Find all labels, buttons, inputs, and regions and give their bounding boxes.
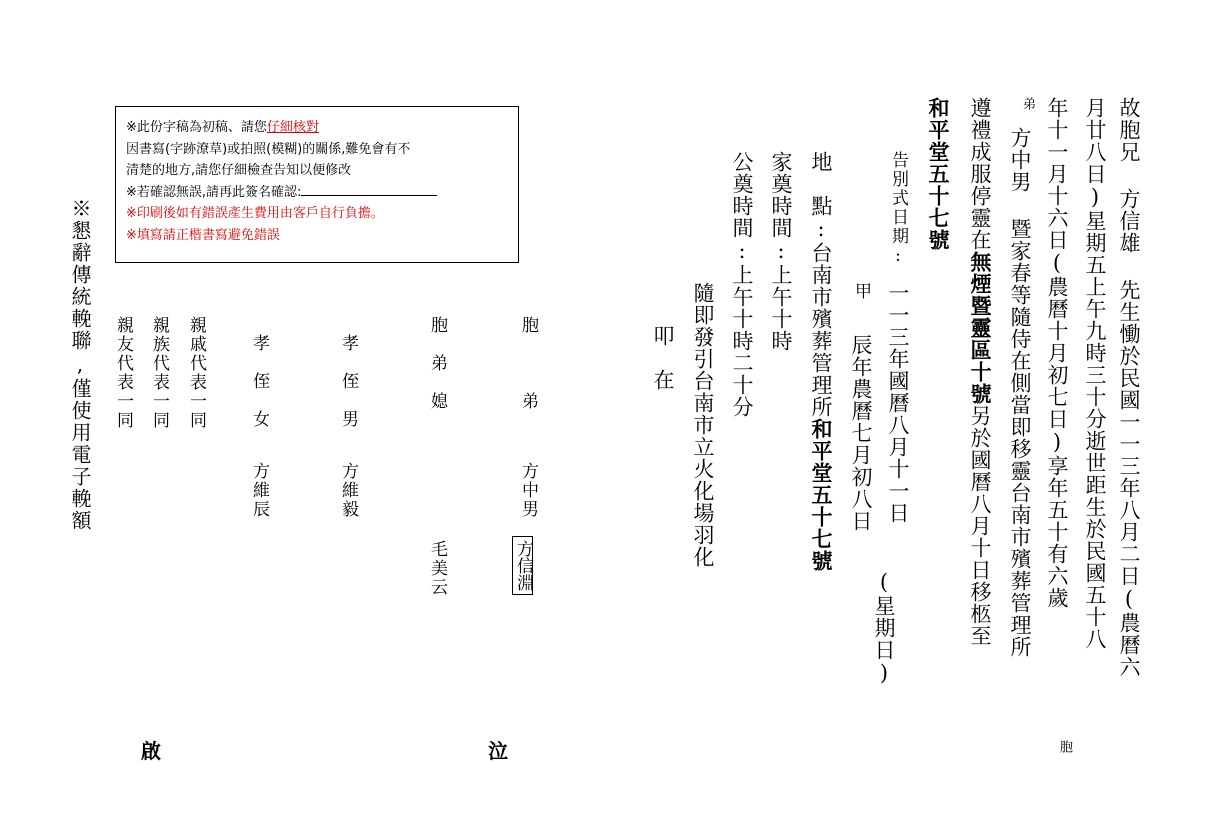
representative-line: 親戚代表一同 (186, 316, 206, 430)
family-rite-label: 家奠時間: (769, 151, 793, 264)
announcement-col-6 (928, 97, 949, 251)
announcement-small-mark (1021, 97, 1034, 111)
family-relation: 胞 弟 (518, 316, 538, 411)
announcement-col-1 (1118, 97, 1139, 678)
place-row (810, 151, 832, 572)
signature-line[interactable] (301, 183, 437, 196)
announcement-text: 無煙暨靈區十號 (968, 251, 993, 405)
announcement-text: 故胞兄 方信雄 先生慟於民國一一三年八月二日 (1117, 97, 1141, 587)
deceased-name-box: 方信淵 (512, 536, 533, 595)
family-rite-time: 上午十時 (769, 264, 793, 352)
place-label: 地 點: (809, 151, 833, 242)
lunar-date: 辰年農曆七月初八日 (849, 334, 873, 532)
notice-emphasis: 仔細核對 (266, 120, 319, 135)
announcement-text: 遵禮成服停靈在 (968, 97, 992, 251)
notice-line: ※此份字稿為初稿、請您仔細核對 (126, 120, 319, 135)
announcement-col-3 (1046, 97, 1067, 609)
family-name: 方維辰 (249, 462, 269, 519)
announcement-text: 方中男 暨家春等隨侍在側當即移靈台南市殯葬管理所 (1008, 127, 1032, 658)
elegy-notice: ※懇辭傳統輓聯,僅使用電子輓額 (68, 198, 92, 532)
lunar-prefix: 甲 (851, 282, 871, 301)
representative-line: 親友代表一同 (113, 316, 133, 430)
funeral-weekday: (星期日) (872, 570, 896, 686)
footer-announce: 啟 (141, 739, 161, 763)
family-entry-sister-in-law (428, 316, 445, 411)
announcement-text: 年十一月十六日(農曆十月初七日)享年五十有六歲 (1045, 97, 1069, 609)
notice-line: 因書寫(字跡潦草)或拍照(模糊)的關係,難免會有不 (126, 141, 411, 157)
family-rite-row (770, 151, 791, 352)
family-entry-brother (519, 316, 536, 411)
notice-line-warning: ※填寫請正楷書寫避免錯誤 (126, 227, 280, 243)
public-rite-row (731, 151, 752, 418)
announcement-text: 和平堂五十七號 (926, 97, 951, 251)
place-value: 台南市殯葬管理所 (809, 242, 833, 418)
representative-line: 親族代表一同 (149, 316, 169, 430)
public-rite-time: 上午十時二十分 (730, 264, 754, 418)
announcement-col-5 (969, 97, 991, 647)
announcement-col-4 (1009, 127, 1030, 658)
family-relation: 胞 弟 媳 (427, 316, 447, 411)
footer-weep: 泣 (488, 739, 508, 763)
notice-line: ※若確認無誤,請再此簽名確認: (126, 182, 510, 204)
family-name: 毛美云 (427, 540, 447, 597)
announcement-small-mark (1058, 740, 1071, 754)
public-rite-label: 公奠時間: (730, 151, 754, 264)
family-entry-nephew (339, 334, 356, 429)
funeral-date-label: 告別式日期: (888, 151, 908, 268)
announcement-col-2 (1084, 97, 1105, 650)
cremation-line: 隨即發引台南市立火化場羽化 (691, 282, 715, 568)
family-name: 方中男 (518, 462, 538, 519)
announcement-text: 胞 (1057, 740, 1072, 754)
funeral-date: 一一三年國曆八月十一日 (886, 282, 910, 524)
family-relation: 孝 侄 男 (338, 334, 358, 429)
notice-line: 清楚的地方,請您仔細檢查告知以便修改 (126, 163, 352, 178)
announcement-text: (農曆六 (1117, 587, 1141, 678)
family-relation: 孝 侄 女 (249, 334, 269, 429)
announcement-text: 月廿八日)星期五上午九時三十分逝世距生於民國五十八 (1083, 97, 1107, 650)
kowtow-text: 叩 在 (651, 325, 675, 391)
announcement-text: 弟 (1020, 97, 1035, 111)
announcement-text: 另於國曆八月十日移柩至 (968, 405, 992, 647)
proof-notice-box (115, 106, 519, 263)
place-value-bold: 和平堂五十七號 (809, 418, 834, 572)
notice-line-warning: ※印刷後如有錯誤產生費用由客戶自行負擔。 (126, 206, 384, 221)
family-name: 方維毅 (338, 462, 358, 519)
family-entry-niece (250, 334, 267, 429)
